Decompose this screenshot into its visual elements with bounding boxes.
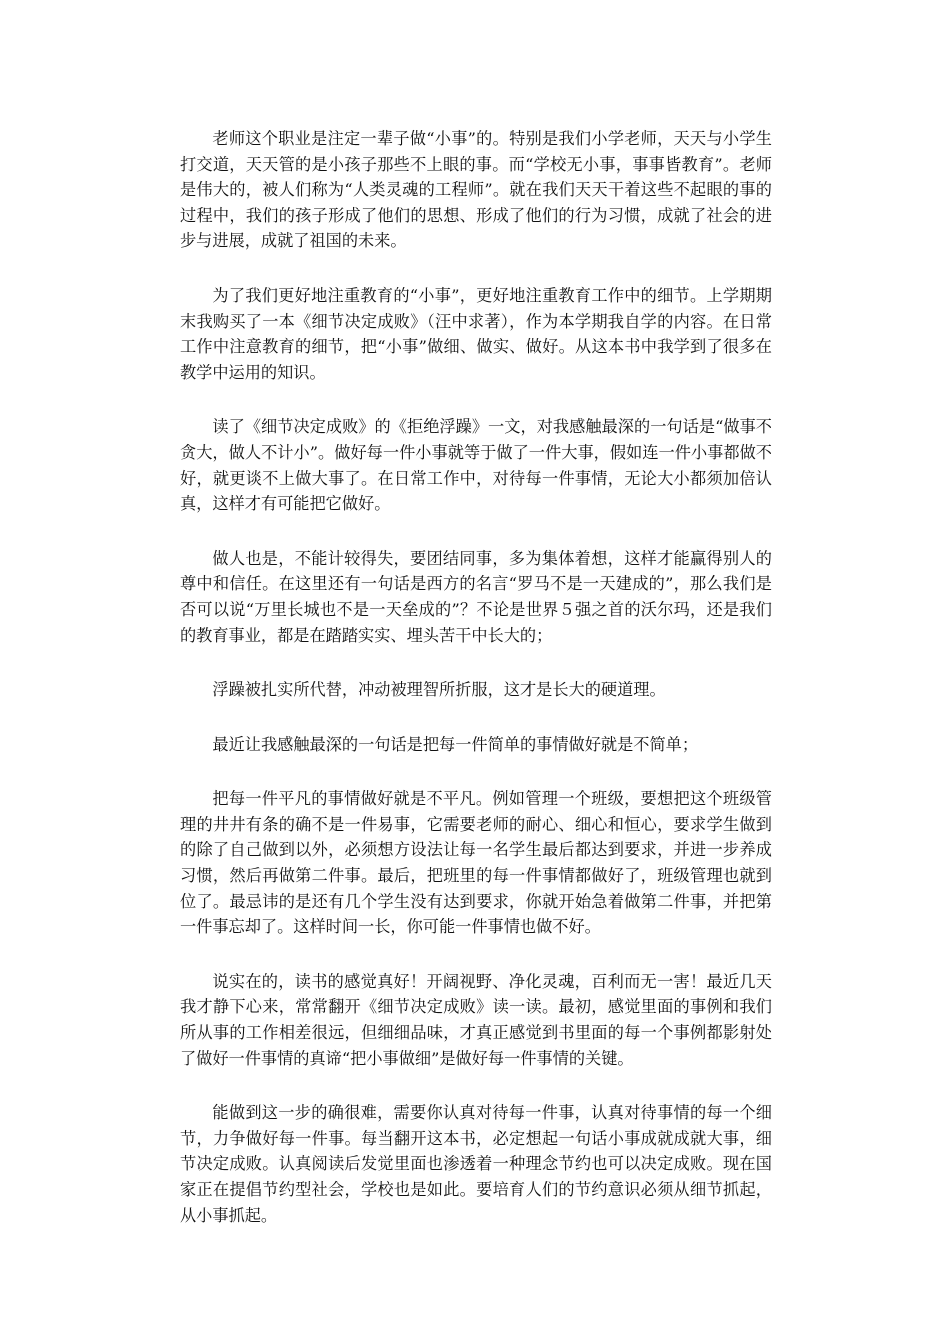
paragraph: 读了《细节决定成败》的《拒绝浮躁》一文，对我感触最深的一句话是“做事不贪大，做人不计小”。做好每一件小事就等于做了一件大事，假如连一件小事都做不好，就更谈不上做大事了。在日常工作中，对待每一件事情，无论大小都须加倍认真，这样才有可能把它做好。 [180,417,772,514]
document-body [180,126,772,1257]
paragraph: 老师这个职业是注定一辈子做“小事”的。特别是我们小学老师，天天与小学生打交道，天天管的是小孩子那些不上眼的事。而“学校无小事，事事皆教育”。老师是伟大的，被人们称为“人类灵魂的工程师”。就在我们天天干着这些不起眼的事的过程中，我们的孩子形成了他们的思想、形成了他们的行为习惯，成就了社会的进步与进展，成就了祖国的未来。 [180,129,772,251]
paragraph: 把每一件平凡的事情做好就是不平凡。例如管理一个班级，要想把这个班级管理的井井有条的确不是一件易事，它需要老师的耐心、细心和恒心，要求学生做到的除了自己做到以外，必须想方设法让每一名学生最后都达到要求，并进一步养成习惯，然后再做第二件事。最后，把班里的每一件事情都做好了，班级管理也就到位了。最忌讳的是还有几个学生没有达到要求，你就开始急着做第二件事，并把第一件事忘却了。这样时间一长，你可能一件事情也做不好。 [180,789,772,937]
paragraph: 做人也是，不能计较得失，要团结同事，多为集体着想，这样才能赢得别人的尊中和信任。在这里还有一句话是西方的名言“罗马不是一天建成的”，那么我们是否可以说“万里长城也不是一天垒成的”？不论是世界５强之首的沃尔玛，还是我们的教育事业，都是在踏踏实实、埋头苦干中长大的； [180,548,772,645]
paragraph: 浮躁被扎实所代替，冲动被理智所折服，这才是长大的硬道理。 [212,680,666,700]
paragraph: 最近让我感触最深的一句话是把每一件简单的事情做好就是不简单； [212,734,699,754]
paragraph: 能做到这一步的确很难，需要你认真对待每一件事，认真对待事情的每一个细节，力争做好每一件事。每当翻开这本书，必定想起一句话小事成就成就大事，细节决定成败。认真阅读后发觉里面也渗透着一种理念节约也可以决定成败。现在国家正在提倡节约型社会，学校也是如此。要培育人们的节约意识必须从细节抓起，从小事抓起。 [180,1103,772,1225]
paragraph: 说实在的，读书的感觉真好！开阔视野、净化灵魂，百利而无一害！最近几天我才静下心来，常常翻开《细节决定成败》读一读。最初，感觉里面的事例和我们所从事的工作相差很远，但细细品味，才真正感觉到书里面的每一个事例都影射处了做好一件事情的真谛“把小事做细”是做好每一件事情的关键。 [180,971,772,1068]
paragraph: 为了我们更好地注重教育的“小事”，更好地注重教育工作中的细节。上学期期末我购买了一本《细节决定成败》（汪中求著），作为本学期我自学的内容。在日常工作中注意教育的细节，把“小事”做细、做实、做好。从这本书中我学到了很多在教学中运用的知识。 [180,285,772,382]
